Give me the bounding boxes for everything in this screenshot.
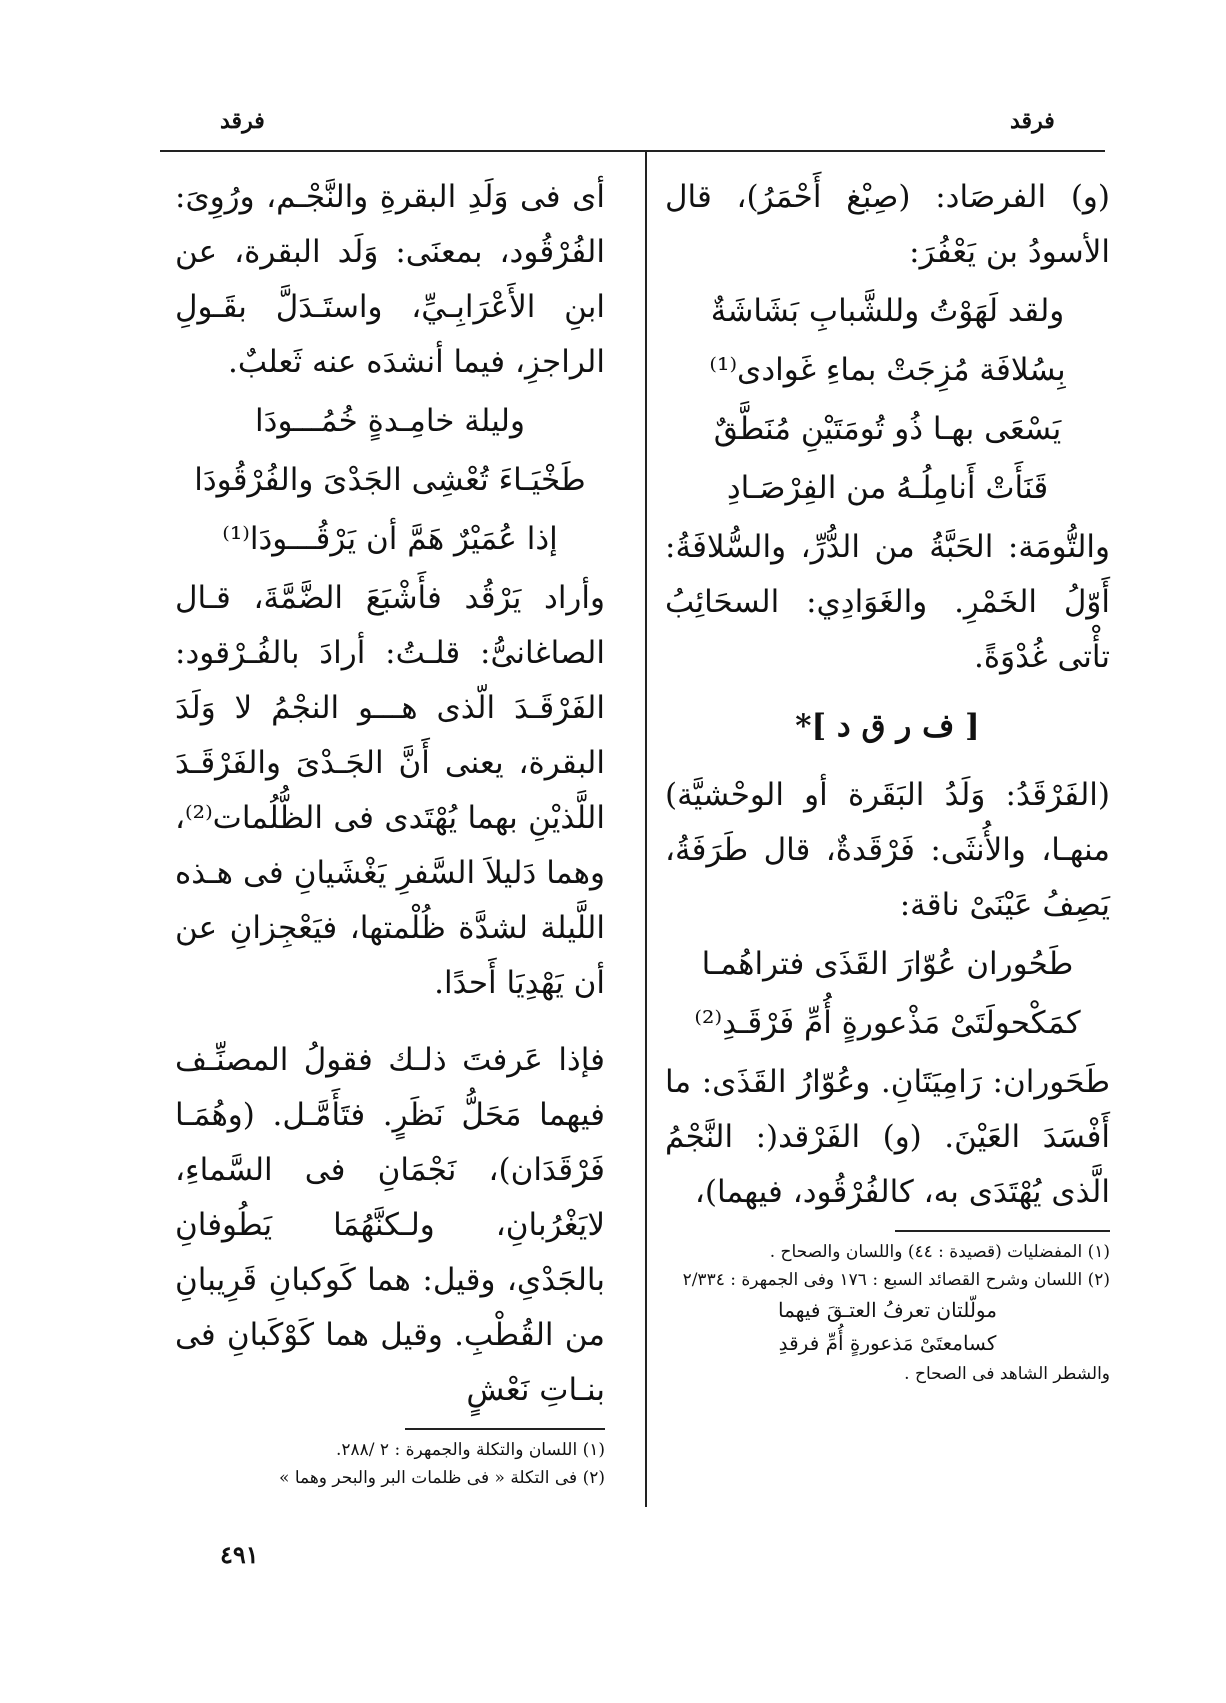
entry-heading: [ ف ر ق د ]* [795, 708, 980, 744]
right-footnote-verse-2: كسامعتَىْ مَذعورةٍ أُمِّ فرقدِ [778, 1331, 997, 1355]
right-footnote-rule [895, 1230, 1110, 1232]
column-divider [645, 152, 647, 1507]
left-verse-2: طَخْيَـاءَ تُعْشِى الجَدْىَ والفُرْقُودَا [194, 462, 586, 498]
header-rule [160, 150, 1105, 152]
left-paragraph-1: أى فى وَلَدِ البقرةِ والنَّجْـم، ورُوِىَ: الفُرْقُود، بمعنَى: وَلَد البقرة، عن ابنِ الأَعْرَابِـيِّ، واستَـدَلَّ بقَـولِ الراجزِ، فيما أنشدَه عنه ثَعلبٌ. [175, 179, 605, 380]
right-column [665, 170, 1110, 1388]
left-footnote-2: (٢) فى التكلة « فى ظلمات البر والبحر وهما » [279, 1468, 605, 1488]
right-paragraph-4: طَحَوران: رَامِيَتَانِ. وعُوّارُ القَذَى: ما أَفْسَدَ العَيْنَ. (و) الفَرْقد(: النَّجْمُ الَّذى يُهْتَدَى به، كالفُرْقُود، فيهما)، [665, 1064, 1110, 1210]
page-number: ٤٩١ [220, 1540, 259, 1569]
left-footnote-rule [405, 1428, 605, 1430]
right-footnote-2: (٢) اللسان وشرح القصائد السبع : ١٧٦ وفى الجمهرة : ٢/٣٣٤ [682, 1270, 1110, 1290]
right-footnote-end: والشطر الشاهد فى الصحاح . [904, 1364, 1110, 1384]
right-verse-3: يَسْعَى بهـا ذُو تُومَتَيْنِ مُنَطَّقٌ [713, 411, 1062, 447]
right-paragraph-1: (و) الفرصَاد: (صِبْغ أَحْمَرُ)، قال الأسودُ بن يَعْفُرَ: [665, 179, 1110, 270]
right-footnote-1: (١) المفضليات (قصيدة : ٤٤) واللسان والصحاح . [769, 1242, 1110, 1262]
right-footnote-verse-1: مولّلتان تعرفُ العتـقَ فيهما [778, 1298, 997, 1322]
header-root-word-left: فرقد [220, 108, 265, 134]
right-verse-2: بِسُلافَة مُزِجَتْ بماءِ غَوادى⁽¹⁾ [709, 352, 1066, 388]
right-verse-6: كمَكْحولَتَىْ مَذْعورةٍ أُمِّ فَرْقَـدِ⁽²⁾ [694, 1005, 1081, 1041]
left-column [175, 170, 605, 1492]
right-verse-4: قَنَأَتْ أَنامِلُـهُ من الفِرْصَـادِ [726, 470, 1049, 506]
right-paragraph-3: (الفَرْقَدُ: وَلَدُ البَقَرة أو الوحْشيَّة) منهـا، والأُنثَى: فَرْقَدةٌ، قال طَرَفَةُ، يَصِفُ عَيْنَىْ ناقة: [665, 777, 1110, 923]
right-verse-5: طَحُوران عُوّارَ القَذَى فتراهُمـا [701, 946, 1074, 982]
right-paragraph-2: والتُّومَة: الحَبَّةُ من الدُّرِّ، والسُّلافَةُ: أَوّلُ الخَمْرِ. والغَوَادِي: السحَائِبُ تأْتى غُدْوَةً. [665, 529, 1110, 675]
header-root-word-right: فرقد [1010, 108, 1055, 134]
left-verse-3: إذا عُمَيْرٌ هَمَّ أن يَرْقُـــودَا⁽¹⁾ [222, 521, 558, 557]
paragraph-gap [175, 1011, 605, 1033]
left-paragraph-2: وأراد يَرْقُد فأَشْبَعَ الضَّمَّةَ، قـال الصاغانىُّ: قلـتُ: أرادَ بالفُـرْقود: الفَرْقَـدَ الّذى هـــو النجْمُ لا وَلَدَ البقرة، يعنى أَنَّ الجَـدْىَ والفَرْقَـدَ اللَّذيْنِ بهما يُهْتَدى فى الظُّلُمات⁽²⁾، وهما دَليلاَ السَّفرِ يَغْشَيانِ فى هـذه اللَّيلة لشدَّة ظُلْمتها، فيَعْجِزانِ عن أن يَهْدِيَا أَحدًا. [175, 580, 605, 1001]
left-verse-1: وليلة خامِـدةٍ خُمُـــودَا [255, 403, 525, 439]
left-paragraph-3: فإذا عَرفتَ ذلـك فقولُ المصنِّـف فيهما مَحَلُّ نَظَرٍ. فتَأَمَّـل. (وهُمَـا فَرْقَدَان)، نَجْمَانِ فى السَّماءِ، لايَغْرُبانِ، ولـكنَّهُمَا يَطُوفانِ بالجَدْىِ، وقيل: هما كَوكبانِ قَرِيبانِ من القُطْبِ. وقيل هما كَوْكَبانِ فى بنـاتِ نَعْشٍ [175, 1042, 605, 1408]
left-footnote-1: (١) اللسان والتكلة والجمهرة : ٢ /٢٨٨. [335, 1440, 605, 1460]
right-verse-1: ولقد لَهَوْتُ وللشَّبابِ بَشَاشَةٌ [710, 293, 1065, 329]
